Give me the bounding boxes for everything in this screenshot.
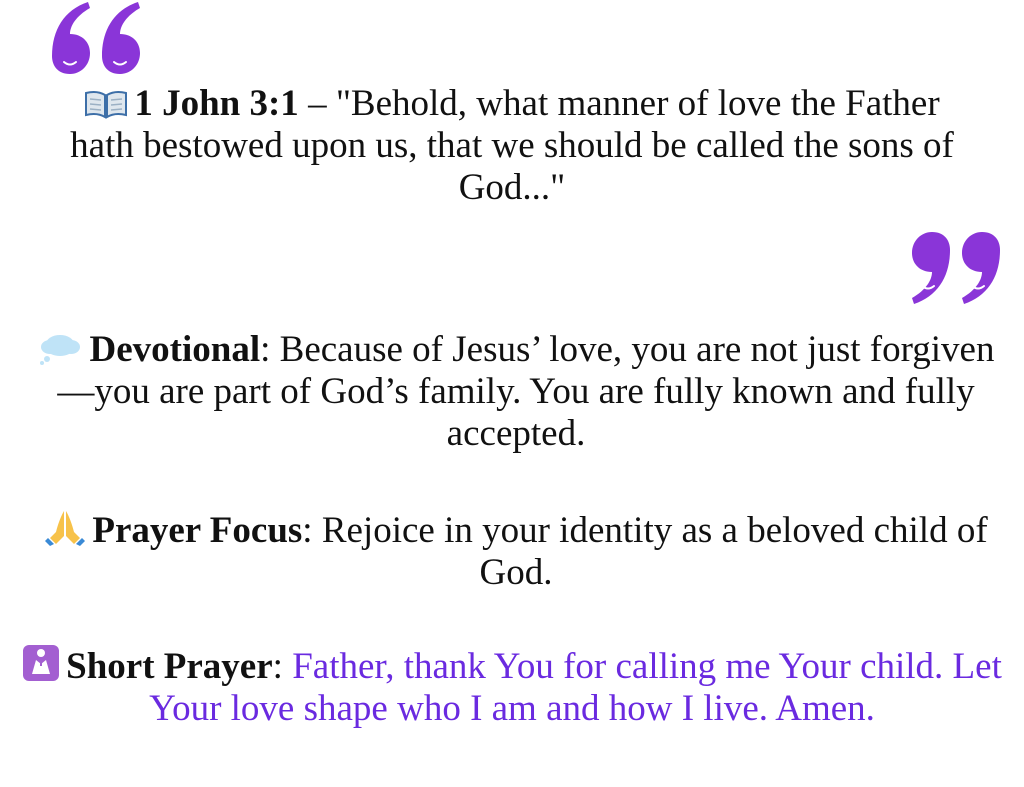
thought-bubble-icon (38, 331, 84, 365)
prayer-focus-block (28, 508, 1004, 594)
devotional-text: Because of Jesus’ love, you are not just forgiven—you are part of God’s family. You are fully known and fully accepted. (57, 329, 995, 454)
folded-hands-icon (44, 508, 86, 546)
verse-separator: – (298, 83, 336, 124)
devotional-block (28, 329, 1004, 455)
devotional-label: Devotional (89, 329, 261, 370)
verse-reference: 1 John 3:1 (134, 83, 299, 124)
open-quote-icon (44, 0, 148, 76)
short-prayer-label: Short Prayer (66, 646, 273, 687)
open-book-icon (84, 89, 128, 119)
prayer-focus-label: Prayer Focus (92, 510, 303, 551)
verse-text: "Behold, what manner of love the Father hath bestowed upon us, that we should be called the sons of God..." (70, 83, 954, 208)
person-praying-icon (22, 644, 60, 682)
devotional-colon: : (260, 329, 280, 370)
short-prayer-text: Father, thank You for calling me Your child. Let Your love shape who I am and how I live. Amen. (149, 646, 1002, 729)
short-prayer-block (20, 644, 1004, 730)
short-prayer-colon: : (272, 646, 293, 687)
prayer-focus-text: Rejoice in your identity as a beloved child of God. (321, 510, 988, 593)
prayer-focus-colon: : (302, 510, 322, 551)
verse-block (70, 83, 954, 209)
close-quote-icon (906, 224, 1006, 306)
